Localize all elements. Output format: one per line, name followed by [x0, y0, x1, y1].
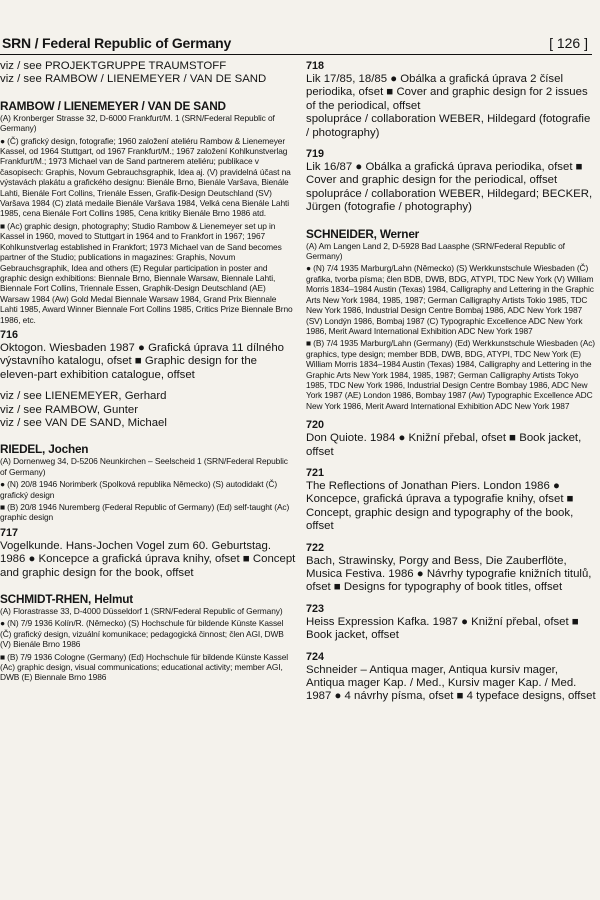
see-reference: viz / see VAN DE SAND, Michael [0, 416, 167, 429]
work-description: Vogelkunde. Hans-Jochen Vogel zum 60. Geburtstag. 1986 ● Koncepce a grafická úprava knihy, ofset ■ Concept and graphic design for the book, offset [0, 539, 296, 579]
see-reference: viz / see RAMBOW, Gunter [0, 403, 138, 416]
see-reference: viz / see LIENEMEYER, Gerhard [0, 390, 167, 403]
entry-bio-english: ■ (B) 7/4 1935 Marburg/Lahn (Germany) (Ed) Werkkunstschule Wiesbaden (Ac) graphics, type design; member BDB, DWB, BDG, ATYPI, TDC New York (E) William Morris 1834–1984 Austin (Texas) 1984, Calligraphy and Lettering in the Graphic Arts New York 1984, 1985, 1987; German Calligraphy Artists Tokyo 1985, TDC New York 1986, Industrial Design Centre Bombay 1986, ADC New York 1987 (AE) London 1986, Bombay 1987 (Aw) Typographic Excellence ADC New York 1986, Merit Award International Exhibition ADC New York 1987 [306, 338, 595, 411]
work-description: Oktogon. Wiesbaden 1987 ● Grafická úprava 11 dílného výstavního katalogu, ofset ■ Graphic design for the eleven-part exhibition catalogue, offset [0, 341, 285, 381]
entry-bio-czech: ● (N) 7/4 1935 Marburg/Lahn (Německo) (S) Werkkunstschule Wiesbaden (Č) grafika, tvorba písma; člen BDB, DWB, BDG, ATYPI, TDC New York (V) William Morris 1834–1984 Austin (Texas) 1984, Calligraphy and Lettering in the Graphic Arts New York 1984, 1985, 1987; German Calligraphy Artists Tokio 1985, TDC New York 1986, Industrial Design Centre Bombaj 1986, ADC New York 1987 (SV) Londýn 1986, Bombaj 1987 (C) Typographic Excellence ADC New York 1986, Merit Award International Exhibition ADC New York 1987 [306, 263, 594, 336]
work-number: 721 [306, 466, 325, 479]
see-reference: viz / see PROJEKTGRUPPE TRAUMSTOFF [0, 60, 227, 72]
entry-bio-english: ■ (B) 7/9 1936 Cologne (Germany) (Ed) Hochschule für bildende Künste Kassel (Ac) graphic design, visual communications; educational activity; member AGI, DWB (E) Biennale Brno 1986 [0, 651, 289, 683]
work-description: The Reflections of Jonathan Piers. London 1986 ● Koncepce, grafická úprava a typografie knihy, ofset ■ Concept, graphic design and typography of the book, offset [306, 479, 574, 533]
entry-address: (A) Kronberger Strasse 32, D-6000 Frankfurt/M. 1 (SRN/Federal Republic of Germany) [0, 112, 275, 134]
entry-bio-english: ■ (B) 20/8 1946 Nuremberg (Federal Republic of Germany) (Ed) self-taught (Ac) graphic design [0, 502, 290, 523]
entry-heading: RIEDEL, Jochen [0, 442, 89, 457]
left-column [0, 60, 296, 683]
entry-address: (A) Dornenweg 34, D-5206 Neunkirchen – Seelscheid 1 (SRN/Federal Republic of Germany) [0, 456, 288, 477]
page-number: [ 126 ] [549, 35, 588, 51]
work-number: 724 [306, 650, 325, 663]
work-description: Don Quiote. 1984 ● Knižní přebal, ofset ■ Book jacket, offset [306, 432, 582, 458]
work-number: 719 [306, 148, 325, 161]
entry-bio-czech: ● (N) 7/9 1936 Kolín/R. (Německo) (S) Hochschule für bildende Künste Kassel (Č) grafický design, vizuální komunikace; pedagogická činnost; člen AGI, DWB (V) Bienále Brno 1986 [0, 618, 284, 650]
entry-bio-czech: ● (Č) grafický design, fotografie; 1960 založení ateliéru Rambow & Lienemeyer Kassel, od 1964 Stuttgart, od 1967 Frankfurt/M.; 1967 založení Kohlkunstverlag Frankfurt/M.; 1973 Michael van de Sand partnerem ateliéru; publikace v časopisech: Graphis, Novum Gebrauchsgraphik, Idea aj. (V) pravidelná účast na výstavách plakátu a grafického designu: Bienále Brno, Bienále Varšava, Bienále Lahti, Bienále Fort Collins, Trienále Essen, Grafik-Design Deutschland (SV) Varšava 1984 (C) zlatá medaile Bienále Varšava 1984, Velká cena Bienále Lahti 1985, cena Bienále Fort Collins 1985, Cena kritiky Bienále Brno 1986 atd. [0, 135, 291, 219]
entry-heading: SCHMIDT-RHEN, Helmut [0, 592, 133, 607]
work-description: Schneider – Antiqua mager, Antiqua kursiv mager, Antiqua mager Kap. / Med., Kursiv mager Kap. / Med. 1987 ● 4 návrhy písma, ofset ■ 4 typeface designs, offset [306, 663, 596, 703]
work-collaboration: spolupráce / collaboration WEBER, Hildegard (fotografie / photography) [306, 113, 591, 139]
work-number: 716 [0, 328, 19, 341]
work-number: 723 [306, 602, 325, 615]
entry-bio-english: ■ (Ac) graphic design, photography; Studio Rambow & Lienemeyer set up in Kassel in 1960, moved to Stuttgart in 1964 and to Frankfort in 1967; 1967 Kohlkunstverlag established in Frankfort; 1973 Michael van de Sand becomes partner of the Studio; publications in magazines: Graphis, Novum Gebrauchsgraphik, Idea and others (E) Regular participation in poster and graphic design exhibitions: Biennale Brno, Biennale Warsaw, Biennale Lahti, Biennale Fort Collins, Triennale Essen, Graphik-Design Deutschland (AE) Warsaw 1984 (Aw) Gold Medal Biennale Warsaw 1984, Grand Prix Biennale Lahti 1985, Award Winner Biennale Fort Collins 1985, Critics Prize Biennale Brno 1986, etc. [0, 220, 293, 325]
entry-heading: SCHNEIDER, Werner [306, 226, 420, 241]
work-number: 722 [306, 541, 325, 554]
work-description: Lik 17/85, 18/85 ● Obálka a grafická úprava 2 čísel periodika, ofset ■ Cover and graphic design for 2 issues of the periodical, offset [306, 73, 588, 112]
work-description: Lik 16/87 ● Obálka a grafická úprava periodika, ofset ■ Cover and graphic design for the periodical, offset [306, 161, 583, 187]
work-collaboration: spolupráce / collaboration WEBER, Hildegard; BECKER, Jürgen (fotografie / photography) [306, 187, 593, 214]
entry-address: (A) Florastrasse 33, D-4000 Düsseldorf 1 (SRN/Federal Republic of Germany) [0, 606, 283, 617]
see-reference: viz / see RAMBOW / LIENEMEYER / VAN DE SAND [0, 73, 267, 86]
right-column [306, 60, 596, 704]
work-description: Heiss Expression Kafka. 1987 ● Knižní přebal, ofset ■ Book jacket, offset [306, 615, 579, 642]
work-number: 720 [306, 419, 325, 432]
entry-heading: RAMBOW / LIENEMEYER / VAN DE SAND [0, 98, 226, 113]
page-title: SRN / Federal Republic of Germany [2, 35, 232, 51]
entry-address: (A) Am Langen Land 2, D-5928 Bad Laasphe (SRN/Federal Republic of Germany) [306, 240, 565, 262]
work-description: Bach, Strawinsky, Porgy and Bess, Die Zauberflöte, Musica Festiva. 1986 ● Návrhy typografie knižních titulů, ofset ■ Designs for typography of book titles, offset [306, 554, 592, 594]
work-number: 717 [0, 526, 19, 539]
entry-bio-czech: ● (N) 20/8 1946 Norimberk (Spolková republika Německo) (S) autodidakt (Č) grafický design [0, 479, 278, 500]
page-header [0, 34, 592, 55]
work-number: 718 [306, 60, 325, 72]
